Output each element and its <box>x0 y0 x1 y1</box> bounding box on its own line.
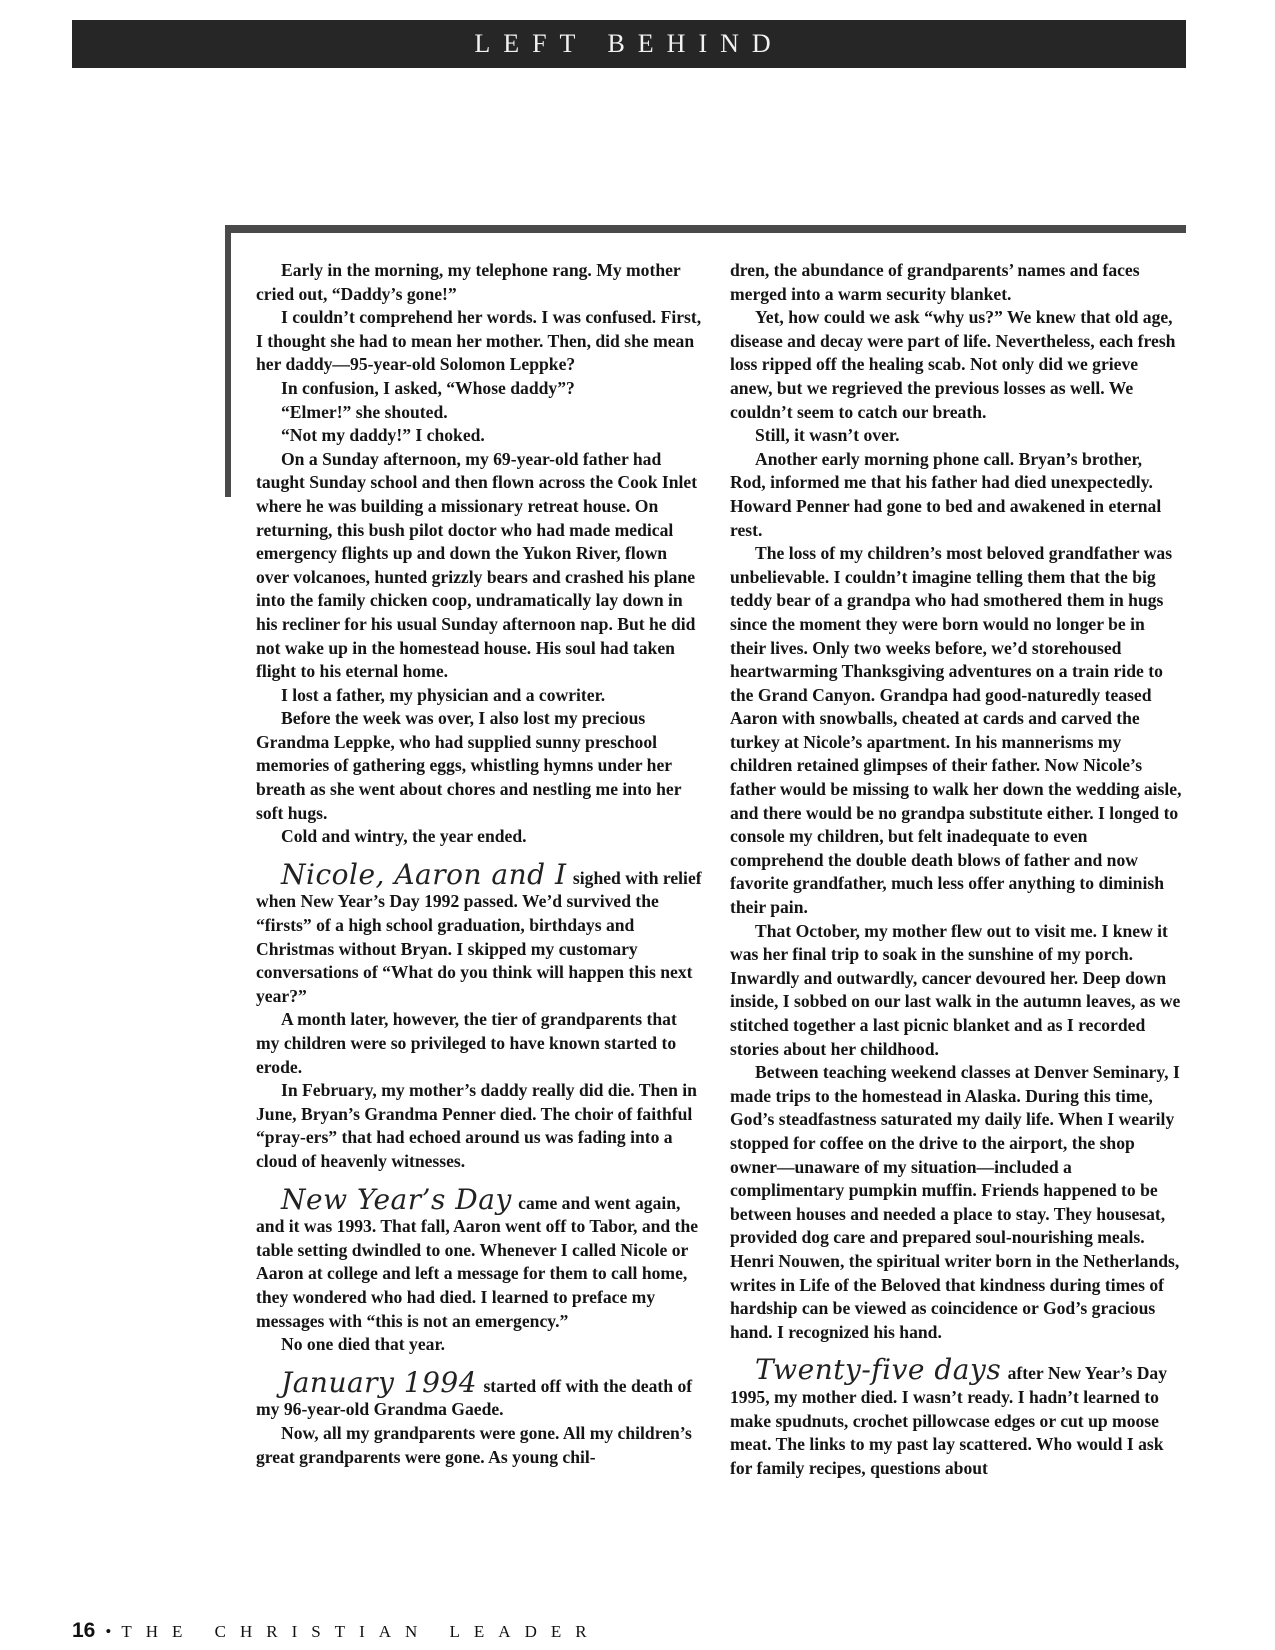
paragraph: No one died that year. <box>281 1334 446 1355</box>
paragraph: Cold and wintry, the year ended. <box>281 826 527 847</box>
paragraph: The loss of my children’s most beloved grandfather was unbelievable. I couldn’t imagine telling them that the big teddy bear of a grandpa who had smothered them in hugs since the moment they were born would no longer be in their lives. Only two weeks before, we’d storehoused heartwarming Thanksgiving adventures on a train ride to the Grand Canyon. Grandpa had good-naturedly teased Aaron with snowballs, cheated at cards and carved the turkey at Nicole’s apartment. In his mannerisms my children retained glimpses of their father. Now Nicole’s father would be missing to walk her down the wedding aisle, and there would be no grandpa substitute either. I longed to console my children, but felt inadequate to even comprehend the double death blows of father and now favorite grandfather, much less offer anything to diminish their pain. <box>730 543 1182 918</box>
article-column-left <box>256 259 704 1469</box>
paragraph: “Elmer!” she shouted. <box>281 401 448 422</box>
top-rule <box>225 225 1186 233</box>
paragraph: “Not my daddy!” I choked. <box>281 425 485 446</box>
article-column-right <box>730 259 1182 1480</box>
section-text: started off with the death of my 96-year-old Grandma Gaede. <box>256 1375 693 1420</box>
paragraph: A month later, however, the tier of grandparents that my children were so privileged to have known started to erode. <box>256 1009 677 1077</box>
paragraph: On a Sunday afternoon, my 69-year-old father had taught Sunday school and then flown across the Cook Inlet where he was building a missionary retreat house. On returning, this bush pilot doctor who had made medical emergency flights up and down the Yukon River, flown over volcanoes, hunted grizzly bears and crashed his plane into the family chicken coop, undramatically lay down in his recliner for his usual Sunday afternoon nap. But he did not wake up in the homestead house. His soul had taken flight to his eternal home. <box>256 448 698 682</box>
paragraph: Before the week was over, I also lost my precious Grandma Leppke, who had supplied sunny preschool memories of gathering eggs, whistling hymns under her breath as she went about chores and nestling me into her soft hugs. <box>256 708 682 823</box>
section-opening-paragraph <box>730 1353 1182 1480</box>
page-number: 16 <box>72 1619 96 1642</box>
section-title: LEFT BEHIND <box>474 29 784 58</box>
paragraph: That October, my mother flew out to visit me. I knew it was her final trip to soak in the sunshine of my porch. Inwardly and outwardly, cancer devoured her. Deep down inside, I sobbed on our last walk in the autumn leaves, as we stitched together a last picnic blanket and as I recorded stories about her childhood. <box>730 920 1181 1059</box>
page-footer <box>72 1621 601 1642</box>
paragraph: Still, it wasn’t over. <box>755 425 900 446</box>
section-text: came and went again, and it was 1993. That fall, Aaron went off to Tabor, and the table setting dwindled to one. Whenever I called Nicole or Aaron at college and left a message for them to call home, they wondered who had died. I learned to preface my messages with “this is not an emergency.” <box>256 1192 699 1331</box>
section-text: sighed with relief when New Year’s Day 1992 passed. We’d survived the “firsts” of a high school graduation, birthdays and Christmas without Bryan. I skipped my customary conversations of “What do you think will happen this next year?” <box>256 867 702 1006</box>
section-lead-in: January 1994 <box>281 1365 478 1399</box>
paragraph: Yet, how could we ask “why us?” We knew that old age, disease and decay were part of life. Nevertheless, each fresh loss ripped off the healing scab. Not only did we grieve anew, but we regrieved the previous losses as well. We couldn’t seem to catch our breath. <box>730 307 1176 422</box>
section-opening-paragraph <box>256 1365 704 1422</box>
section-opening-paragraph <box>256 857 704 1009</box>
magazine-name: THE CHRISTIAN LEADER <box>121 1622 601 1641</box>
paragraph: Another early morning phone call. Bryan’s brother, Rod, informed me that his father had died unexpectedly. Howard Penner had gone to bed and awakened in eternal rest. <box>730 448 1162 540</box>
side-rule <box>225 225 231 497</box>
paragraph: In February, my mother’s daddy really did die. Then in June, Bryan’s Grandma Penner died. The choir of faithful “pray-ers” that had echoed around us was fading into a cloud of heavenly witnesses. <box>256 1080 697 1171</box>
paragraph: I couldn’t comprehend her words. I was confused. First, I thought she had to mean her mother. Then, did she mean her daddy—95-year-old Solomon Leppke? <box>256 307 702 375</box>
section-lead-in: Twenty-five days <box>755 1353 1002 1387</box>
paragraph: Early in the morning, my telephone rang. My mother cried out, “Daddy’s gone!” <box>256 260 681 304</box>
paragraph: Between teaching weekend classes at Denver Seminary, I made trips to the homestead in Alaska. During this time, God’s steadfastness saturated my daily life. When I wearily stopped for coffee on the drive to the airport, the shop owner—unaware of my situation—included a complimentary pumpkin muffin. Friends happened to be between houses and needed a place to stay. They housesat, provided dog care and prepared soul-nourishing meals. Henri Nouwen, the spiritual writer born in the Netherlands, writes in Life of the Beloved that kindness during times of hardship can be viewed as coincidence or God’s gracious hand. I recognized his hand. <box>730 1062 1180 1342</box>
paragraph: dren, the abundance of grandparents’ names and faces merged into a warm security blanket. <box>730 260 1140 304</box>
section-header-bar <box>72 20 1186 68</box>
section-opening-paragraph <box>256 1182 704 1334</box>
paragraph: In confusion, I asked, “Whose daddy”? <box>281 377 575 398</box>
section-lead-in: Nicole, Aaron and I <box>281 857 567 891</box>
footer-bullet: • <box>105 1622 112 1641</box>
paragraph: Now, all my grandparents were gone. All my children’s great grandparents were gone. As young chil- <box>256 1422 692 1467</box>
section-text: after New Year’s Day 1995, my mother died. I wasn’t ready. I hadn’t learned to make spudnuts, crochet pillowcase edges or cut up moose meat. The links to my past lay scattered. Who would I ask for family recipes, questions about <box>730 1363 1168 1478</box>
paragraph: I lost a father, my physician and a cowriter. <box>281 684 606 705</box>
section-lead-in: New Year’s Day <box>281 1182 512 1216</box>
